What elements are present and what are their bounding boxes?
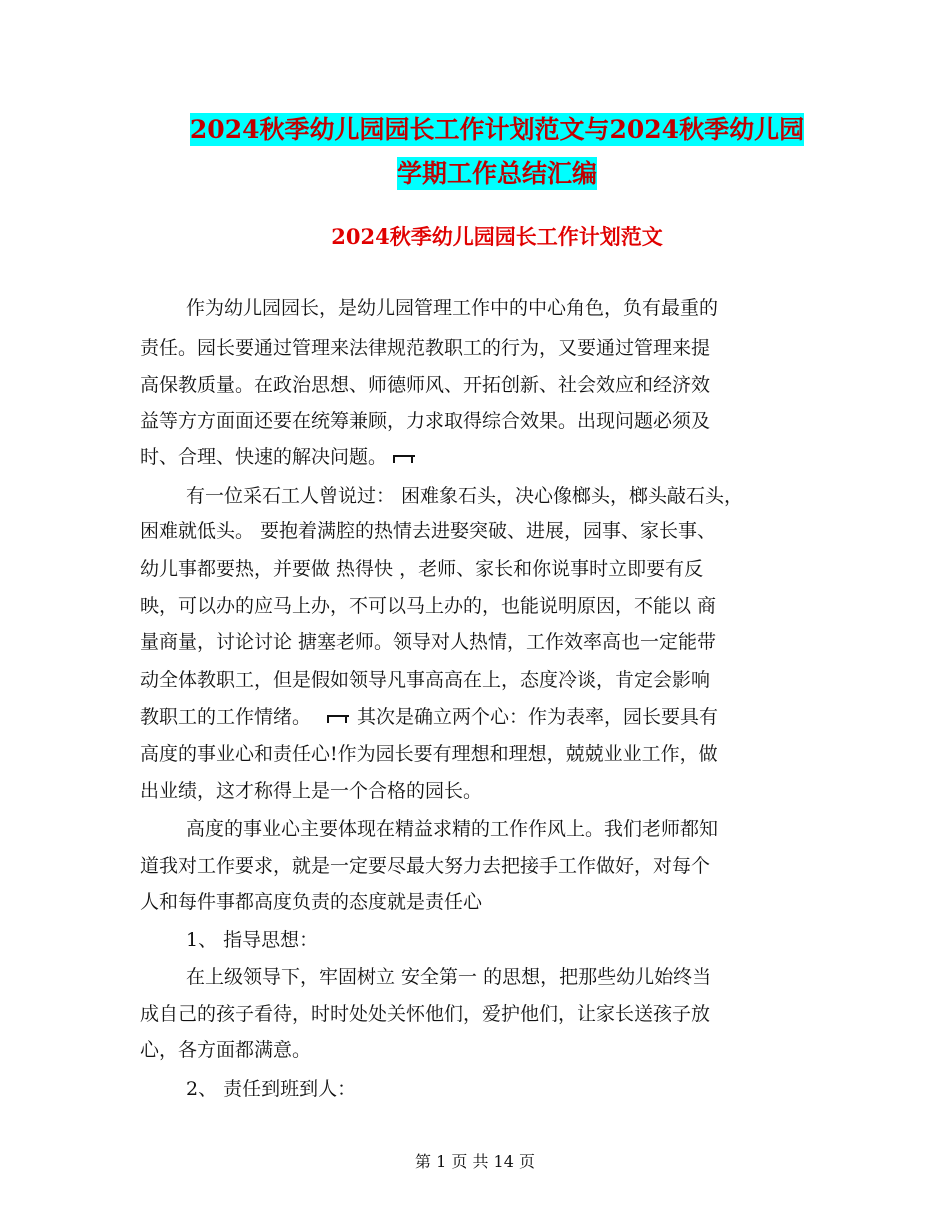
paragraph-line: 幼儿事都要热，并要做 热得快 ，老师、家长和你说事时立即要有反 <box>140 558 704 580</box>
paragraph-text: 其次是确立两个心：作为表率，园长要具有 <box>357 706 719 728</box>
paragraph-line: 道我对工作要求，就是一定要尽最大努力去把接手工作做好，对每个 <box>140 855 711 877</box>
paragraph-line: 责任。园长要通过管理来法律规范教职工的行为，又要通过管理来提 <box>140 337 711 359</box>
title-highlight: 2024秋季幼儿园园长工作计划范文与2024秋季幼儿园 <box>189 115 805 144</box>
paragraph-text: 时、合理、快速的解决问题。 <box>140 446 388 468</box>
paragraph-line: 高度的事业心主要体现在精益求精的工作作风上。我们老师都知 <box>186 818 719 840</box>
document-title-line-2 <box>140 150 854 198</box>
paragraph-line <box>140 703 718 731</box>
paragraph-line: 困难就低头。 要抱着满腔的热情去进娶突破、进展，园事、家长事、 <box>140 520 717 542</box>
section-title: 2024秋季幼儿园园长工作计划范文 <box>331 224 663 249</box>
paragraph-line: 作为幼儿园园长，是幼儿园管理工作中的中心角色，负有最重的 <box>186 297 719 319</box>
paragraph-line: 高度的事业心和责任心!作为园长要有理想和理想，兢兢业业工作，做 <box>140 743 718 765</box>
paragraph-line: 动全体教职工，但是假如领导凡事高高在上，态度冷谈，肯定会影响 <box>140 669 711 691</box>
document-title-line-1 <box>140 106 854 154</box>
paragraph-line: 高保教质量。在政治思想、师德师风、开拓创新、社会效应和经济效 <box>140 374 711 396</box>
paragraph-line: 成自己的孩子看待，时时处处关怀他们，爱护他们，让家长送孩子放 <box>140 1003 711 1025</box>
paragraph-line: 益等方方面面还要在统筹兼顾，力求取得综合效果。出现问题必须及 <box>140 410 711 432</box>
paragraph-line: 人和每件事都高度负责的态度就是责任心 <box>140 891 483 913</box>
list-item-heading: 2、 责任到班到人： <box>186 1078 357 1100</box>
bracket-mark-icon <box>325 713 351 723</box>
page-footer: 第 1 页 共 14 页 <box>415 1152 535 1171</box>
paragraph-line: 量商量，讨论讨论 搪塞老师。领导对人热情，工作效率高也一定能带 <box>140 631 717 653</box>
list-item-heading: 1、 指导思想： <box>186 929 319 951</box>
paragraph-line: 映，可以办的应马上办，不可以马上办的，也能说明原因，不能以 商 <box>140 595 717 617</box>
bracket-mark-icon <box>391 453 417 463</box>
paragraph-line: 有一位采石工人曾说过： 困难象石头，决心像榔头，榔头敲石头， <box>186 485 744 507</box>
paragraph-line: 在上级领导下，牢固树立 安全第一 的思想，把那些幼儿始终当 <box>186 966 712 988</box>
paragraph-line: 出业绩，这才称得上是一个合格的园长。 <box>140 780 483 802</box>
title-highlight: 学期工作总结汇编 <box>396 159 597 188</box>
paragraph-line: 心，各方面都满意。 <box>140 1039 312 1061</box>
paragraph-line <box>140 443 417 471</box>
paragraph-text: 教职工的工作情绪。 <box>140 706 312 728</box>
